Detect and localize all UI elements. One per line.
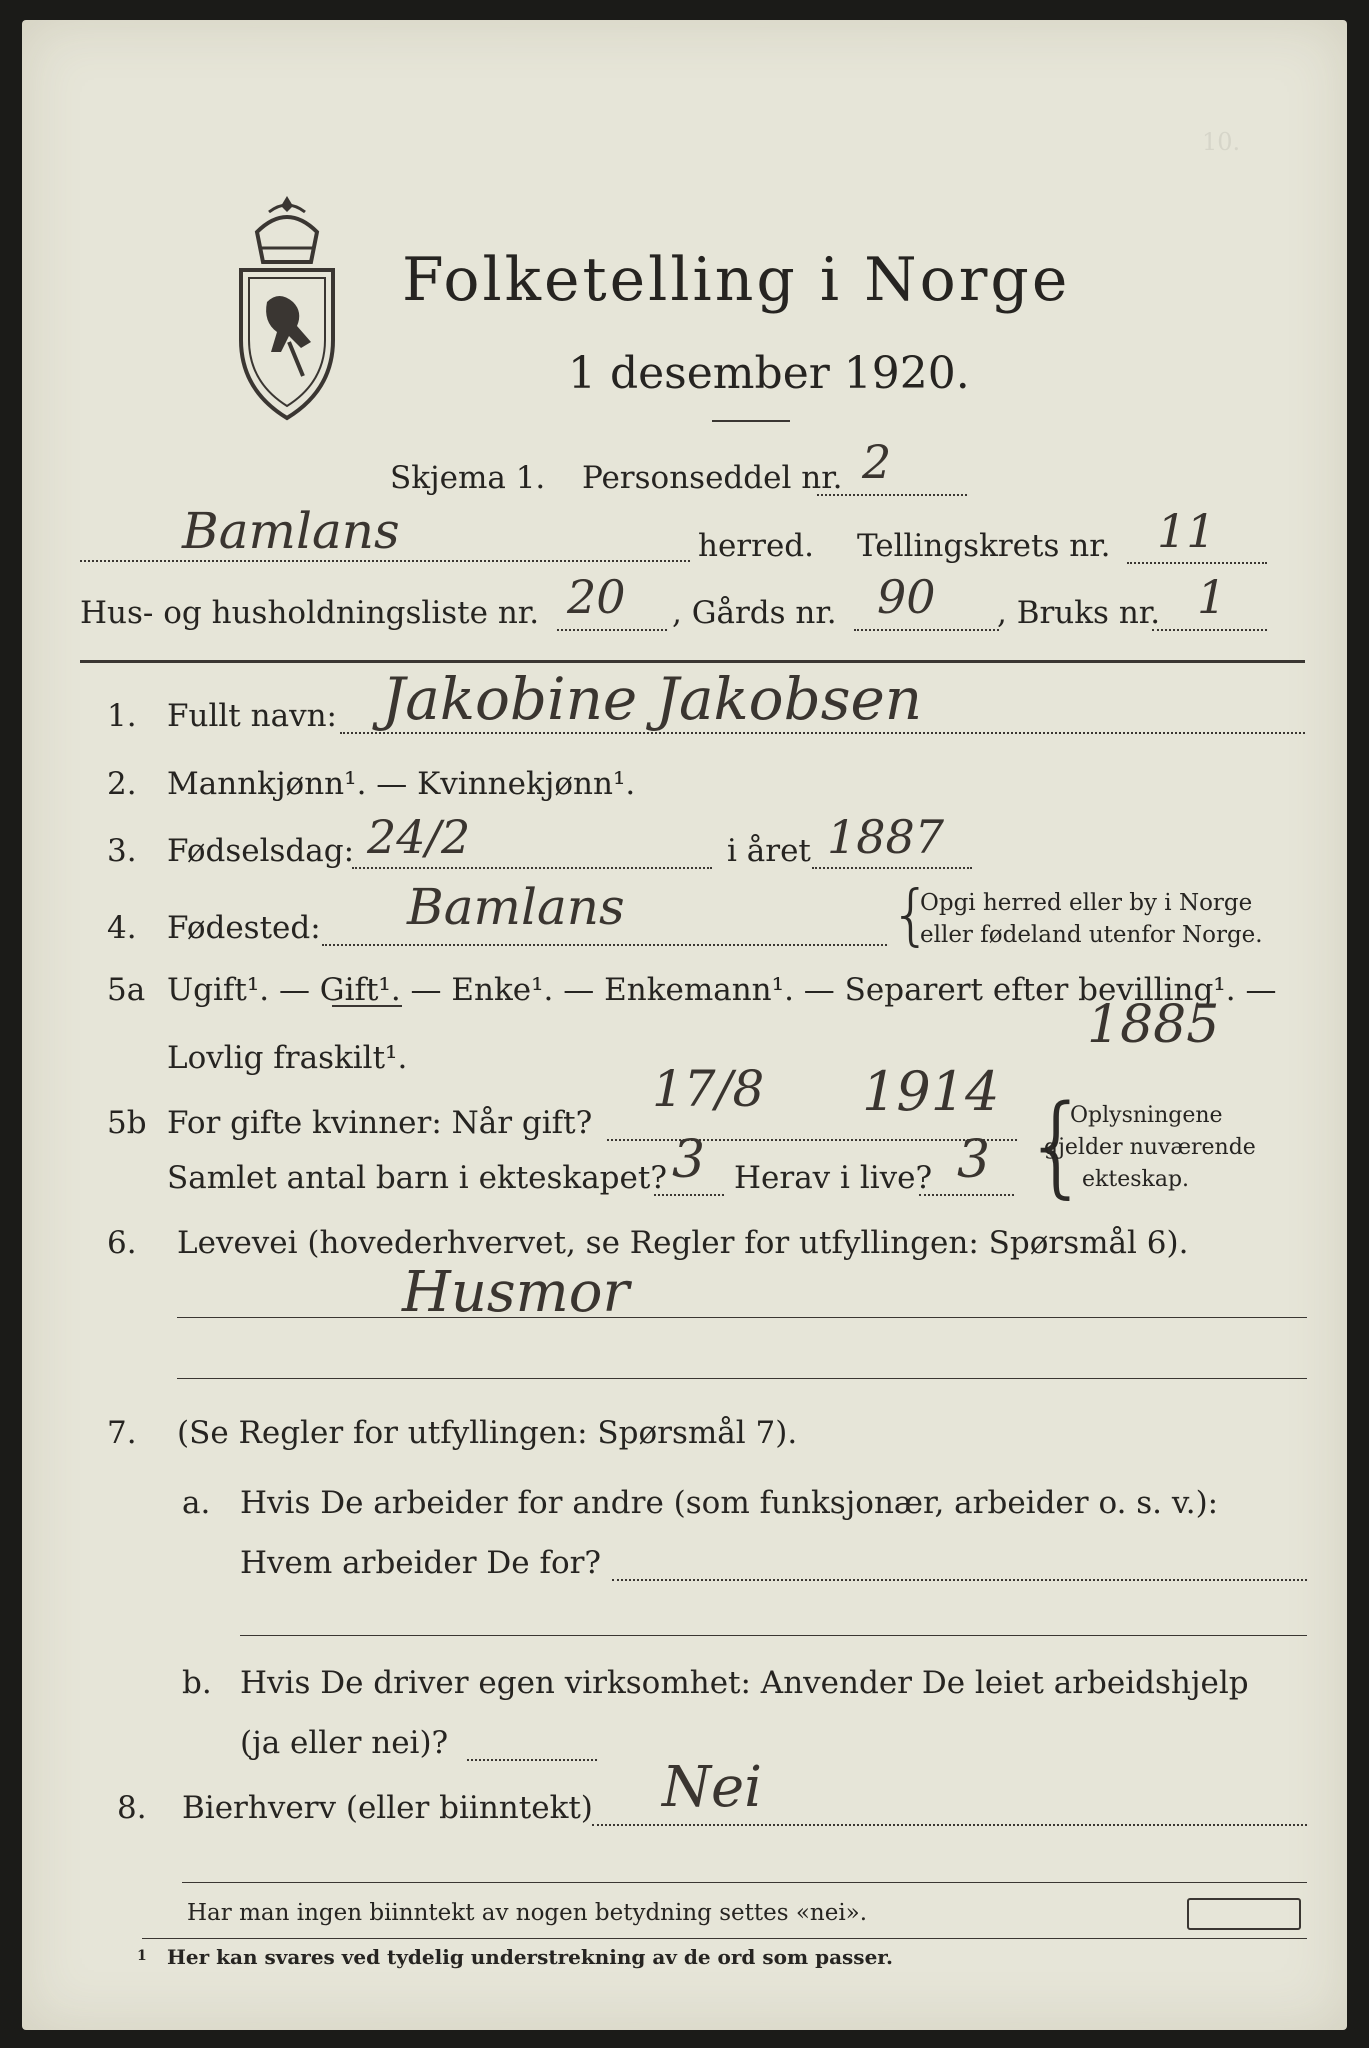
q7b-number: b.: [182, 1665, 212, 1701]
occupation-value: Husmor: [402, 1260, 630, 1325]
birth-year-line: [812, 867, 972, 869]
q7-number: 7.: [107, 1415, 137, 1451]
marital-status-divorced: Lovlig fraskilt¹.: [167, 1040, 408, 1076]
marriage-note-line1: Oplysningene: [1070, 1103, 1223, 1128]
married-date-label: For gifte kvinner: Når gift?: [167, 1105, 593, 1141]
side-income-line: [592, 1824, 1307, 1826]
marital-status-options: Ugift¹. — Gift¹. — Enke¹. — Enkemann¹. — Separert efter bevilling¹. —: [167, 972, 1277, 1008]
living-children-label: Herav i live?: [734, 1160, 933, 1196]
herred-line: [80, 560, 690, 562]
q7b-line1: Hvis De driver egen virksomhet: Anvender De leiet arbeidshjelp: [240, 1665, 1249, 1701]
header-separator: [80, 660, 1305, 663]
employer-line: [612, 1579, 1307, 1581]
q7a-line2: Hvem arbeider De for?: [240, 1545, 602, 1581]
q2-number: 2.: [107, 766, 137, 802]
married-date-value: 17/8: [652, 1060, 765, 1118]
employer-line2: [240, 1635, 1307, 1636]
occupation-line2: [177, 1378, 1307, 1379]
title-divider: [712, 420, 790, 422]
children-line: [654, 1194, 724, 1196]
footnote-mark: 1: [137, 1948, 147, 1964]
q1-label: Fullt navn:: [167, 698, 337, 734]
personseddel-line: [817, 494, 967, 496]
side-income-value: Nei: [662, 1755, 763, 1820]
personseddel-label: Personseddel nr.: [582, 460, 843, 496]
tellingskrets-line: [1127, 562, 1267, 564]
q7-label: (Se Regler for utfyllingen: Spørsmål 7).: [177, 1415, 798, 1451]
gards-value: 90: [877, 570, 936, 624]
birthplace-brace: {: [890, 876, 932, 953]
q1-number: 1.: [107, 698, 137, 734]
living-children-value: 3: [957, 1130, 991, 1190]
hired-help-line: [467, 1759, 597, 1761]
birthplace-value: Bamlans: [407, 878, 625, 936]
margin-year-value: 1885: [1087, 995, 1220, 1055]
q5a-number: 5a: [107, 972, 146, 1008]
herred-value: Bamlans: [182, 502, 400, 560]
marriage-note-brace: {: [1022, 1081, 1092, 1209]
birthplace-note-line2: eller fødeland utenfor Norge.: [920, 922, 1263, 948]
census-form-page: [22, 20, 1347, 2030]
q3-label: Fødselsdag:: [167, 833, 355, 869]
husliste-label: Hus- og husholdningsliste nr.: [80, 595, 540, 631]
q4-label: Fødested:: [167, 910, 321, 946]
no-income-note: Har man ingen biinntekt av nogen betydning settes «nei».: [187, 1900, 868, 1926]
birthday-value: 24/2: [367, 810, 471, 864]
married-date-line: [607, 1139, 1017, 1141]
gift-underline: [332, 1005, 402, 1007]
tellingskrets-value: 11: [1157, 504, 1216, 558]
page-title: Folketelling i Norge: [402, 245, 1071, 315]
birth-year-value: 1887: [827, 810, 945, 864]
bruks-line: [1152, 629, 1267, 631]
bruks-value: 1: [1197, 570, 1227, 624]
side-income-line2: [182, 1882, 1307, 1883]
norway-coat-of-arms-icon: [227, 192, 347, 422]
footnote-separator: [142, 1938, 1307, 1939]
q6-number: 6.: [107, 1225, 137, 1261]
skjema-label: Skjema 1.: [390, 460, 546, 496]
footnote-text: Her kan svares ved tydelig understrekning av de ord som passer.: [167, 1945, 893, 1969]
tellingskrets-label: Tellingskrets nr.: [857, 528, 1111, 564]
gards-label: , Gårds nr.: [672, 595, 837, 631]
husliste-line: [557, 629, 667, 631]
birthday-line: [352, 867, 712, 869]
q7b-line2: (ja eller nei)?: [240, 1725, 449, 1761]
q5b-number: 5b: [107, 1105, 147, 1141]
occupation-label: Levevei (hovederhvervet, se Regler for utfyllingen: Spørsmål 6).: [177, 1225, 1189, 1261]
children-label: Samlet antal barn i ekteskapet?: [167, 1160, 667, 1196]
marriage-note-line3: ekteskap.: [1082, 1167, 1190, 1192]
q3-number: 3.: [107, 833, 137, 869]
married-year-value: 1914: [862, 1060, 1000, 1123]
bleed-through-text: 10.: [1202, 128, 1241, 156]
bruks-label: , Bruks nr.: [997, 595, 1161, 631]
side-income-label: Bierhverv (eller biinntekt): [182, 1790, 593, 1826]
husliste-value: 20: [567, 570, 626, 624]
marriage-note-line2: gjelder nuværende: [1044, 1135, 1256, 1160]
year-label: i året: [727, 833, 811, 869]
birthplace-line: [322, 944, 887, 946]
gards-line: [854, 629, 999, 631]
occupation-line1: [177, 1317, 1307, 1318]
full-name-value: Jakobine Jakobsen: [382, 665, 923, 733]
children-value: 3: [672, 1130, 706, 1190]
printer-stamp: [1187, 1898, 1301, 1930]
birthplace-note-line1: Opgi herred eller by i Norge: [920, 890, 1253, 916]
q4-number: 4.: [107, 910, 137, 946]
gender-options: Mannkjønn¹. — Kvinnekjønn¹.: [167, 766, 636, 802]
herred-label: herred.: [698, 528, 814, 564]
q7a-number: a.: [182, 1485, 211, 1521]
living-children-line: [919, 1194, 1014, 1196]
personseddel-value: 2: [862, 435, 892, 489]
q8-number: 8.: [117, 1790, 147, 1826]
census-date: 1 desember 1920.: [568, 348, 970, 399]
q7a-line1: Hvis De arbeider for andre (som funksjonær, arbeider o. s. v.):: [240, 1485, 1219, 1521]
